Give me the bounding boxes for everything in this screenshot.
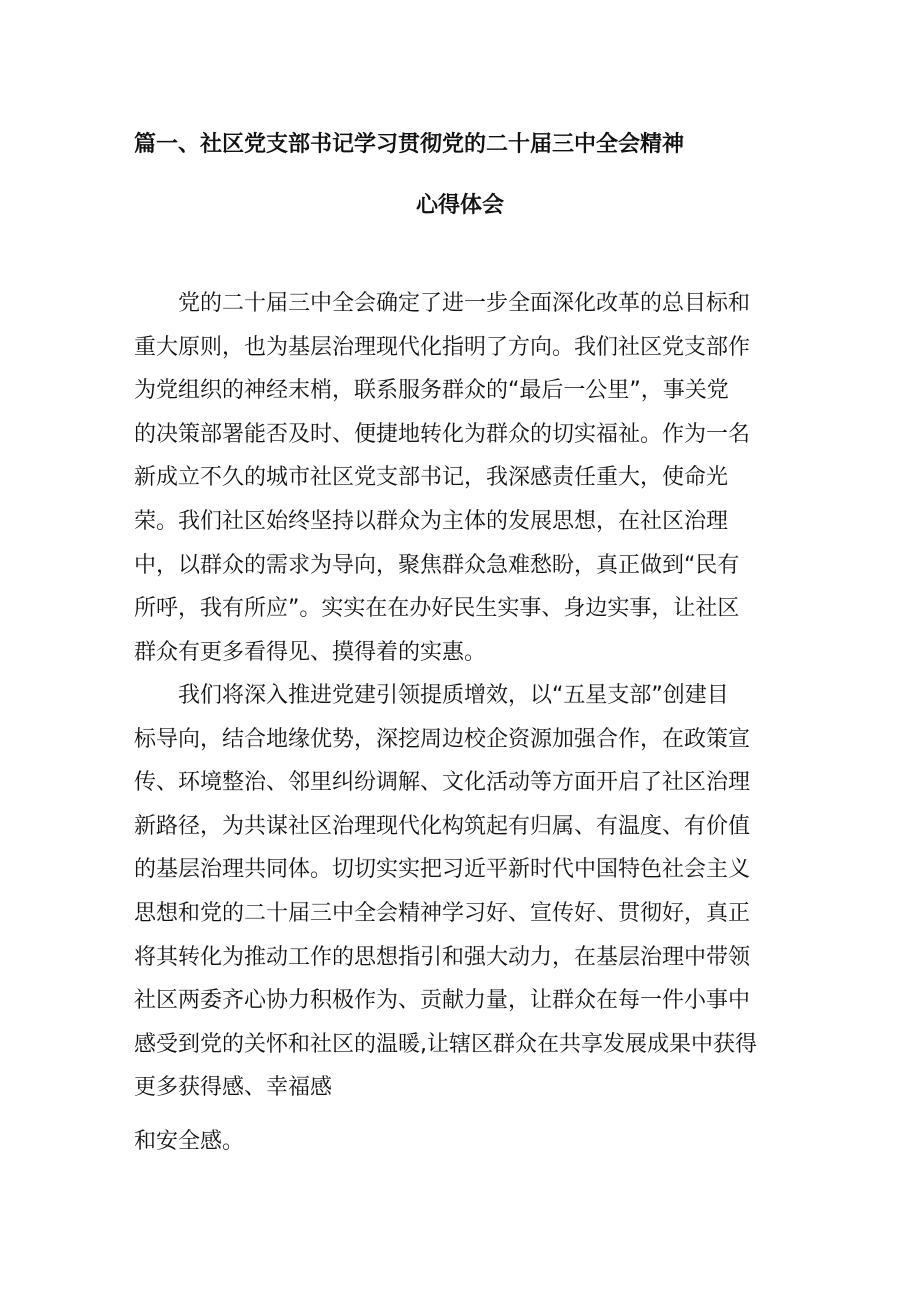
document-title-line1: 篇一、社区党支部书记学习贯彻党的二十届三中全会精神 bbox=[134, 132, 685, 157]
paragraph-2-line: 社区两委齐心协力积极作为、贡献力量，让群众在每一件小事中 bbox=[134, 988, 751, 1014]
paragraph-2-line: 更多获得感、幸福感 bbox=[134, 1075, 333, 1101]
paragraph-2 bbox=[134, 674, 794, 1110]
paragraph-1-line: 重大原则，也为基层治理现代化指明了方向。我们社区党支部作 bbox=[134, 334, 751, 360]
paragraph-1 bbox=[134, 282, 794, 674]
paragraph-1-line: 的决策部署能否及时、便捷地转化为群众的切实福祉。作为一名 bbox=[134, 421, 751, 447]
paragraph-2-line: 将其转化为推动工作的思想指引和强大动力，在基层治理中带领 bbox=[134, 944, 751, 970]
paragraph-2-line: 思想和党的二十届三中全会精神学习好、宣传好、贯彻好，真正 bbox=[134, 900, 751, 926]
paragraph-2-line: 新路径，为共谋社区治理现代化构筑起有归属、有温度、有价值 bbox=[134, 813, 751, 839]
paragraph-2-line: 我们将深入推进党建引领提质增效，以“五星支部”创建目 bbox=[178, 683, 729, 708]
paragraph-1-line: 群众有更多看得见、摸得着的实惠。 bbox=[134, 639, 487, 665]
paragraph-1-line: 新成立不久的城市社区党支部书记，我深感责任重大，使命光 bbox=[134, 465, 729, 491]
paragraph-1-line: 为党组织的神经末梢，联系服务群众的“最后一公里”，事关党 bbox=[134, 378, 729, 404]
paragraph-2-line: 感受到党的关怀和社区的温暖,让辖区群众在共享发展成果中获得 bbox=[134, 1031, 757, 1057]
paragraph-1-line: 党的二十届三中全会确定了进一步全面深化改革的总目标和 bbox=[178, 291, 751, 316]
paragraph-2-line: 标导向，结合地缘优势，深挖周边校企资源加强合作，在政策宣 bbox=[134, 726, 751, 752]
paragraph-1-line: 荣。我们社区始终坚持以群众为主体的发展思想，在社区治理 bbox=[134, 508, 729, 534]
document-title-line2 bbox=[0, 191, 920, 221]
closing-line: 和安全感。 bbox=[134, 1129, 245, 1154]
paragraph-2-line: 传、环境整治、邻里纠纷调解、文化活动等方面开启了社区治理 bbox=[134, 770, 751, 796]
paragraph-2-line: 的基层治理共同体。切切实实把习近平新时代中国特色社会主义 bbox=[134, 857, 751, 883]
paragraph-1-line: 中，以群众的需求为导向，聚焦群众急难愁盼，真正做到“民有 bbox=[134, 552, 740, 578]
paragraph-1-line: 所呼，我有所应”。实实在在办好民生实事、身边实事，让社区 bbox=[134, 596, 740, 622]
document-title-line2-text: 心得体会 bbox=[415, 193, 504, 218]
